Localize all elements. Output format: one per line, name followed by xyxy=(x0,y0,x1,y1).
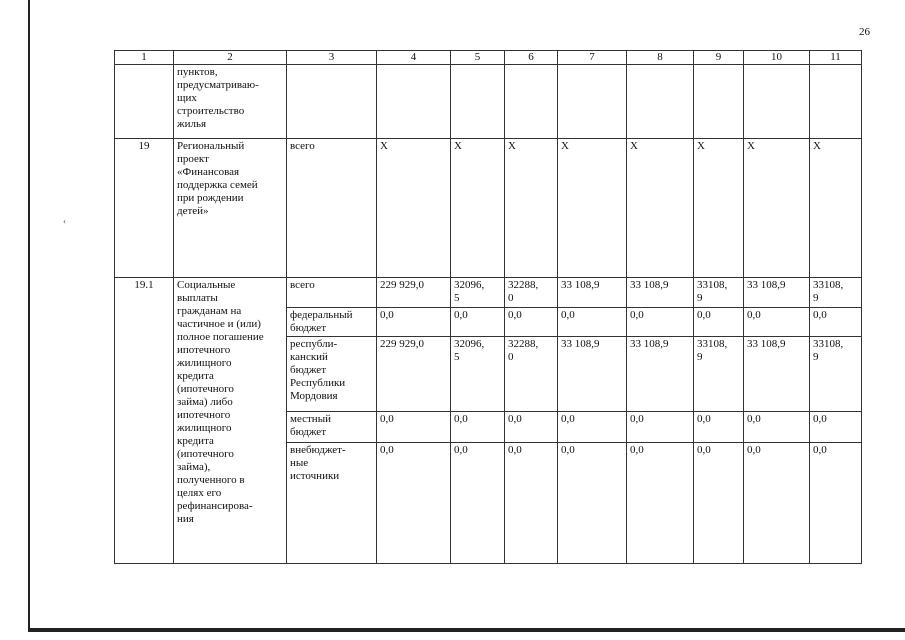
value-cell: 0,0 xyxy=(451,443,505,564)
source-cell: федеральный бюджет xyxy=(287,308,377,337)
value-cell: 32288, 0 xyxy=(505,337,558,412)
page-number: 26 xyxy=(859,26,870,38)
value-cell: 0,0 xyxy=(451,412,505,443)
header-cell: 2 xyxy=(174,51,287,65)
value-cell: 33108, 9 xyxy=(694,278,744,308)
value-cell: 0,0 xyxy=(558,308,627,337)
value-cell: 33 108,9 xyxy=(627,337,694,412)
table-row-continuation xyxy=(115,65,862,139)
source-cell: внебюджет- ные источники xyxy=(287,443,377,564)
value-cell: 0,0 xyxy=(377,412,451,443)
source-cell: всего xyxy=(287,278,377,308)
table-row-19-1-total xyxy=(115,278,862,308)
row-number: 19 xyxy=(115,139,174,278)
value-cell xyxy=(627,65,694,139)
item-name: Региональный проект «Финансовая поддержка семей при рождении детей» xyxy=(174,139,287,278)
value-cell: 0,0 xyxy=(627,308,694,337)
value-cell: 0,0 xyxy=(558,412,627,443)
value-cell: 0,0 xyxy=(377,308,451,337)
header-cell: 4 xyxy=(377,51,451,65)
value-cell: Х xyxy=(505,139,558,278)
value-cell xyxy=(377,65,451,139)
value-cell: 0,0 xyxy=(505,443,558,564)
value-cell: Х xyxy=(694,139,744,278)
row-number xyxy=(115,65,174,139)
value-cell: Х xyxy=(451,139,505,278)
header-cell: 3 xyxy=(287,51,377,65)
value-cell xyxy=(694,65,744,139)
value-cell: 0,0 xyxy=(627,412,694,443)
value-cell: 0,0 xyxy=(505,412,558,443)
value-cell: 32096, 5 xyxy=(451,337,505,412)
value-cell: 0,0 xyxy=(627,443,694,564)
header-cell: 7 xyxy=(558,51,627,65)
value-cell: 0,0 xyxy=(810,412,862,443)
header-cell: 9 xyxy=(694,51,744,65)
value-cell: 0,0 xyxy=(810,443,862,564)
value-cell: 229 929,0 xyxy=(377,337,451,412)
value-cell: 0,0 xyxy=(694,443,744,564)
value-cell xyxy=(744,65,810,139)
value-cell: 229 929,0 xyxy=(377,278,451,308)
value-cell xyxy=(451,65,505,139)
value-cell: 0,0 xyxy=(558,443,627,564)
value-cell: 32288, 0 xyxy=(505,278,558,308)
value-cell: 33 108,9 xyxy=(558,337,627,412)
value-cell: 0,0 xyxy=(505,308,558,337)
header-cell: 8 xyxy=(627,51,694,65)
value-cell: 0,0 xyxy=(810,308,862,337)
value-cell: Х xyxy=(377,139,451,278)
item-name: Социальные выплаты гражданам на частичное и (или) полное погашение ипотечного жилищного кредита (ипотечного займа) либо ипотечного жилищного кредита (ипотечного займа), полученного в целях его рефинансирова- ния xyxy=(174,278,287,564)
funding-table xyxy=(114,50,862,564)
page-bottom-border xyxy=(28,628,905,632)
value-cell: 33 108,9 xyxy=(744,278,810,308)
table-header-row xyxy=(115,51,862,65)
value-cell xyxy=(505,65,558,139)
value-cell: 33 108,9 xyxy=(744,337,810,412)
value-cell: 0,0 xyxy=(694,412,744,443)
item-name: пунктов, предусматриваю- щих строительство жилья xyxy=(174,65,287,139)
header-cell: 6 xyxy=(505,51,558,65)
value-cell: 0,0 xyxy=(694,308,744,337)
value-cell: Х xyxy=(810,139,862,278)
row-number: 19.1 xyxy=(115,278,174,564)
header-cell: 10 xyxy=(744,51,810,65)
table-row-19 xyxy=(115,139,862,278)
value-cell: 32096, 5 xyxy=(451,278,505,308)
value-cell: 0,0 xyxy=(744,412,810,443)
margin-mark: ‹ xyxy=(63,216,66,226)
value-cell: Х xyxy=(744,139,810,278)
source-cell xyxy=(287,65,377,139)
value-cell: Х xyxy=(627,139,694,278)
header-cell: 1 xyxy=(115,51,174,65)
header-cell: 11 xyxy=(810,51,862,65)
page-left-border xyxy=(28,0,30,632)
value-cell xyxy=(558,65,627,139)
value-cell: 33108, 9 xyxy=(694,337,744,412)
value-cell: 33108, 9 xyxy=(810,278,862,308)
value-cell: Х xyxy=(558,139,627,278)
source-cell: всего xyxy=(287,139,377,278)
value-cell: 0,0 xyxy=(744,443,810,564)
value-cell: 0,0 xyxy=(377,443,451,564)
value-cell: 33 108,9 xyxy=(558,278,627,308)
header-cell: 5 xyxy=(451,51,505,65)
value-cell: 0,0 xyxy=(451,308,505,337)
source-cell: местный бюджет xyxy=(287,412,377,443)
source-cell: республи- канский бюджет Республики Мордовия xyxy=(287,337,377,412)
value-cell: 0,0 xyxy=(744,308,810,337)
value-cell: 33 108,9 xyxy=(627,278,694,308)
value-cell xyxy=(810,65,862,139)
value-cell: 33108, 9 xyxy=(810,337,862,412)
